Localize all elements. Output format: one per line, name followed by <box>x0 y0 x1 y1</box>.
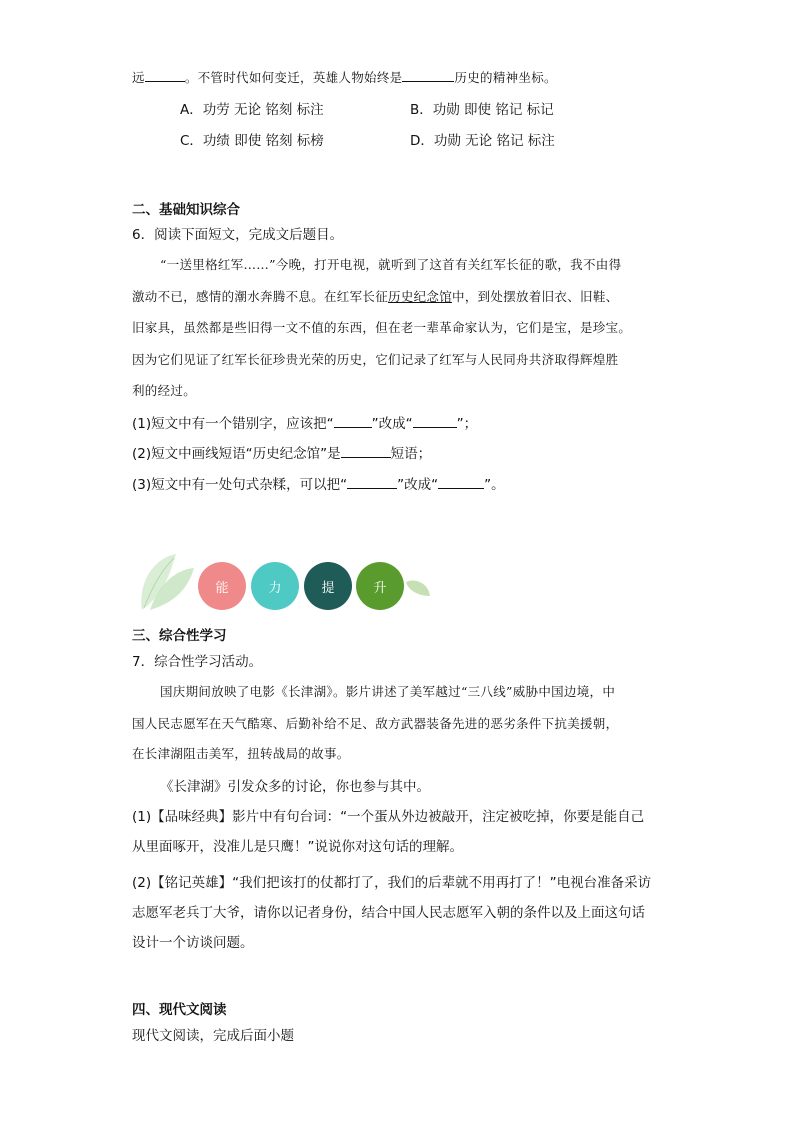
badge-char: 提 <box>321 580 335 596</box>
sub-text: ”； <box>456 416 478 432</box>
passage-line: 《长津湖》引发众多的讨论，你也参与其中。 <box>160 779 430 795</box>
q5-text-c: 历史的精神坐标。 <box>454 70 557 85</box>
answer-blank[interactable] <box>145 69 185 82</box>
sub-question-1: (1)【品味经典】影片中有句台词：“一个蛋从外边被敲开，注定被吃掉，你要是能自己 <box>132 809 645 825</box>
option-b[interactable]: B．功勋 即使 铭记 标记 <box>410 102 554 118</box>
sub-question-3 <box>132 473 505 493</box>
sub-text: (1)短文中有一个错别字，应该把“ <box>132 416 334 432</box>
passage-line: 旧家具，虽然都是些旧得一文不值的东西，但在老一辈革命家认为，它们是宝，是珍宝。 <box>132 320 632 335</box>
answer-blank[interactable] <box>402 69 454 82</box>
section-heading: 四、现代文阅读 <box>132 1002 227 1018</box>
answer-blank[interactable] <box>413 415 457 428</box>
sub-text: (2)短文中画线短语“历史纪念馆”是 <box>132 446 341 462</box>
q5-text-b: 。不管时代如何变迁，英雄人物始终是 <box>184 70 403 85</box>
sub-text: ”。 <box>484 477 505 493</box>
answer-blank[interactable] <box>438 476 484 489</box>
option-c[interactable]: C．功绩 即使 铭刻 标榜 <box>180 133 324 149</box>
badge-circle-4 <box>356 562 404 610</box>
answer-blank[interactable] <box>334 415 372 428</box>
badge-char: 升 <box>373 580 387 596</box>
small-leaf-icon <box>404 578 432 598</box>
badge-circle-1 <box>198 562 246 610</box>
option-a[interactable]: A．功劳 无论 铭刻 标注 <box>180 102 324 118</box>
passage-text: 激动不已，感情的潮水奔腾不息。在红军长征 <box>132 289 389 304</box>
passage-text: 中，到处摆放着旧衣、旧鞋、 <box>452 289 619 304</box>
question-prompt: 7．综合性学习活动。 <box>132 654 263 670</box>
badge-circle-2 <box>251 562 299 610</box>
underlined-phrase: 历史纪念馆 <box>388 289 453 304</box>
passage-line: 因为它们见证了红军长征珍贵光荣的历史，它们记录了红军与人民同舟共济取得辉煌胜 <box>132 352 619 367</box>
passage-line: 利的经过。 <box>132 383 197 398</box>
question-prompt: 6．阅读下面短文，完成文后题目。 <box>132 227 344 243</box>
section-heading: 三、综合性学习 <box>132 628 227 644</box>
leaf-decoration-icon <box>136 552 196 612</box>
badge-char: 能 <box>215 580 229 596</box>
q5-text-a: 远 <box>132 70 145 85</box>
passage-line: 在长津湖阻击美军，扭转战局的故事。 <box>132 746 350 761</box>
passage-line: “一送里格红军……”今晚，打开电视，就听到了这首有关红军长征的歌，我不由得 <box>160 257 622 272</box>
sub-question-1 <box>132 412 477 432</box>
passage-line: 国人民志愿军在天气酷寒、后勤补给不足、敌方武器装备先进的恶劣条件下抗美援朝， <box>132 716 619 731</box>
sub-question-2-cont: 志愿军老兵丁大爷，请你以记者身份，结合中国人民志愿军入朝的条件以及上面这句话 <box>132 905 645 921</box>
badge-circle-3 <box>304 562 352 610</box>
answer-blank[interactable] <box>347 476 397 489</box>
answer-blank[interactable] <box>341 445 391 458</box>
passage-line <box>132 287 618 305</box>
badge-char: 力 <box>268 580 282 596</box>
sub-text: 短语； <box>390 446 432 462</box>
sub-question-1-cont: 从里面啄开，没准儿是只鹰！”说说你对这句话的理解。 <box>132 839 463 855</box>
sub-question-2-cont: 设计一个访谈问题。 <box>132 935 254 951</box>
section-heading: 二、基础知识综合 <box>132 202 240 218</box>
passage-line: 国庆期间放映了电影《长津湖》。影片讲述了美军越过“三八线”威胁中国边境，中 <box>160 684 616 699</box>
question-prompt: 现代文阅读，完成后面小题 <box>132 1028 294 1044</box>
sub-question-2 <box>132 442 431 462</box>
sub-text: ”改成“ <box>371 416 413 432</box>
q5-stem-tail <box>132 68 557 86</box>
sub-question-2: (2)【铭记英雄】“我们把该打的仗都打了，我们的后辈就不用再打了！”电视台准备采访 <box>132 875 652 891</box>
option-d[interactable]: D．功勋 无论 铭记 标注 <box>410 133 555 149</box>
sub-text: (3)短文中有一处句式杂糅，可以把“ <box>132 477 348 493</box>
sub-text: ”改成“ <box>397 477 439 493</box>
ability-banner <box>136 552 436 614</box>
